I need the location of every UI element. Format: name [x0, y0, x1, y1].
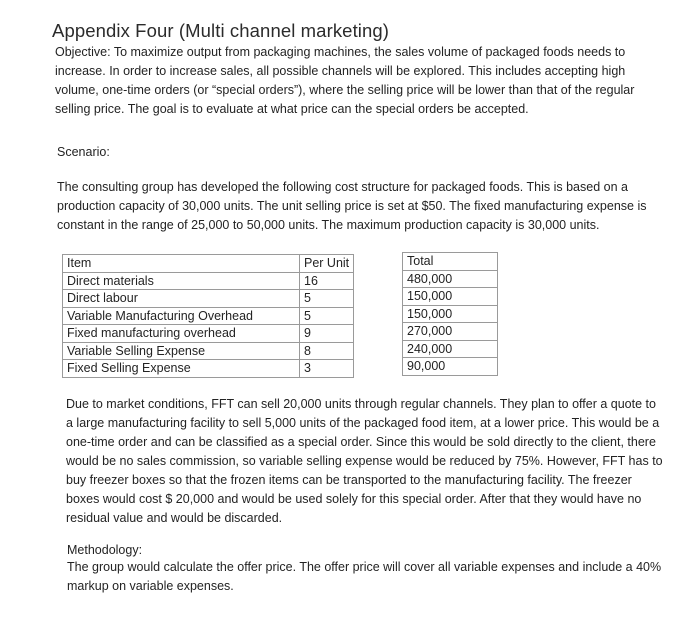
table-row	[403, 288, 498, 306]
table-row	[63, 307, 354, 325]
methodology-paragraph: The group would calculate the offer price. The offer price will cover all variable expenses and include a 40% markup on variable expenses.	[67, 560, 662, 593]
row-total: 480,000	[403, 270, 498, 288]
row-total: 90,000	[403, 358, 498, 376]
scenario-label: Scenario:	[57, 145, 110, 159]
table-row	[63, 360, 354, 378]
row-item: Variable Manufacturing Overhead	[63, 307, 300, 325]
row-per-unit: 9	[300, 325, 354, 343]
row-total: 150,000	[403, 288, 498, 306]
table-row	[63, 342, 354, 360]
table-row	[403, 305, 498, 323]
methodology-label: Methodology:	[67, 543, 143, 557]
row-total: 240,000	[403, 340, 498, 358]
table-header-row	[63, 255, 354, 273]
row-item: Variable Selling Expense	[63, 342, 300, 360]
cost-table-items	[62, 254, 354, 378]
row-item: Fixed Selling Expense	[63, 360, 300, 378]
table-row	[63, 325, 354, 343]
row-per-unit: 3	[300, 360, 354, 378]
consulting-paragraph: The consulting group has developed the following cost structure for packaged foods. This is based on a production capacity of 30,000 units. The unit selling price is set at $50. The fixed manufacturing expense is constant in the range of 25,000 to 50,000 units. The maximum production capacity is 30,000 units.	[57, 180, 647, 232]
objective-paragraph: Objective: To maximize output from packaging machines, the sales volume of packaged foods needs to increase. In order to increase sales, all possible channels will be explored. This includes accepting high volume, one-time orders (or “special orders”), where the selling price will be lower than that of the regular selling price. The goal is to evaluate at what price can the special orders be accepted.	[55, 45, 635, 116]
row-per-unit: 5	[300, 290, 354, 308]
row-per-unit: 16	[300, 272, 354, 290]
table-row	[403, 270, 498, 288]
header-per-unit: Per Unit	[300, 255, 354, 273]
header-item: Item	[63, 255, 300, 273]
row-per-unit: 5	[300, 307, 354, 325]
row-item: Direct materials	[63, 272, 300, 290]
table-header-row	[403, 253, 498, 271]
row-per-unit: 8	[300, 342, 354, 360]
table-row	[403, 323, 498, 341]
cost-table-totals	[402, 252, 498, 376]
table-row	[63, 272, 354, 290]
row-total: 150,000	[403, 305, 498, 323]
page-title: Appendix Four (Multi channel marketing)	[52, 20, 390, 41]
row-total: 270,000	[403, 323, 498, 341]
row-item: Fixed manufacturing overhead	[63, 325, 300, 343]
market-conditions-paragraph: Due to market conditions, FFT can sell 20,000 units through regular channels. They plan to offer a quote to a large manufacturing facility to sell 5,000 units of the packaged food item, at a lower price. This would be a one-time order and can be classified as a special order. Since this would be sold directly to the client, there would be no sales commission, so variable selling expense would be reduced by 75%. However, FFT has to buy freezer boxes so that the frozen items can be transported to the manufacturing facility. The freezer boxes would cost $ 20,000 and would be used solely for this special order. After that they would have no residual value and would be discarded.	[66, 397, 663, 525]
header-total: Total	[403, 253, 498, 271]
table-row	[403, 340, 498, 358]
table-row	[63, 290, 354, 308]
table-row	[403, 358, 498, 376]
row-item: Direct labour	[63, 290, 300, 308]
